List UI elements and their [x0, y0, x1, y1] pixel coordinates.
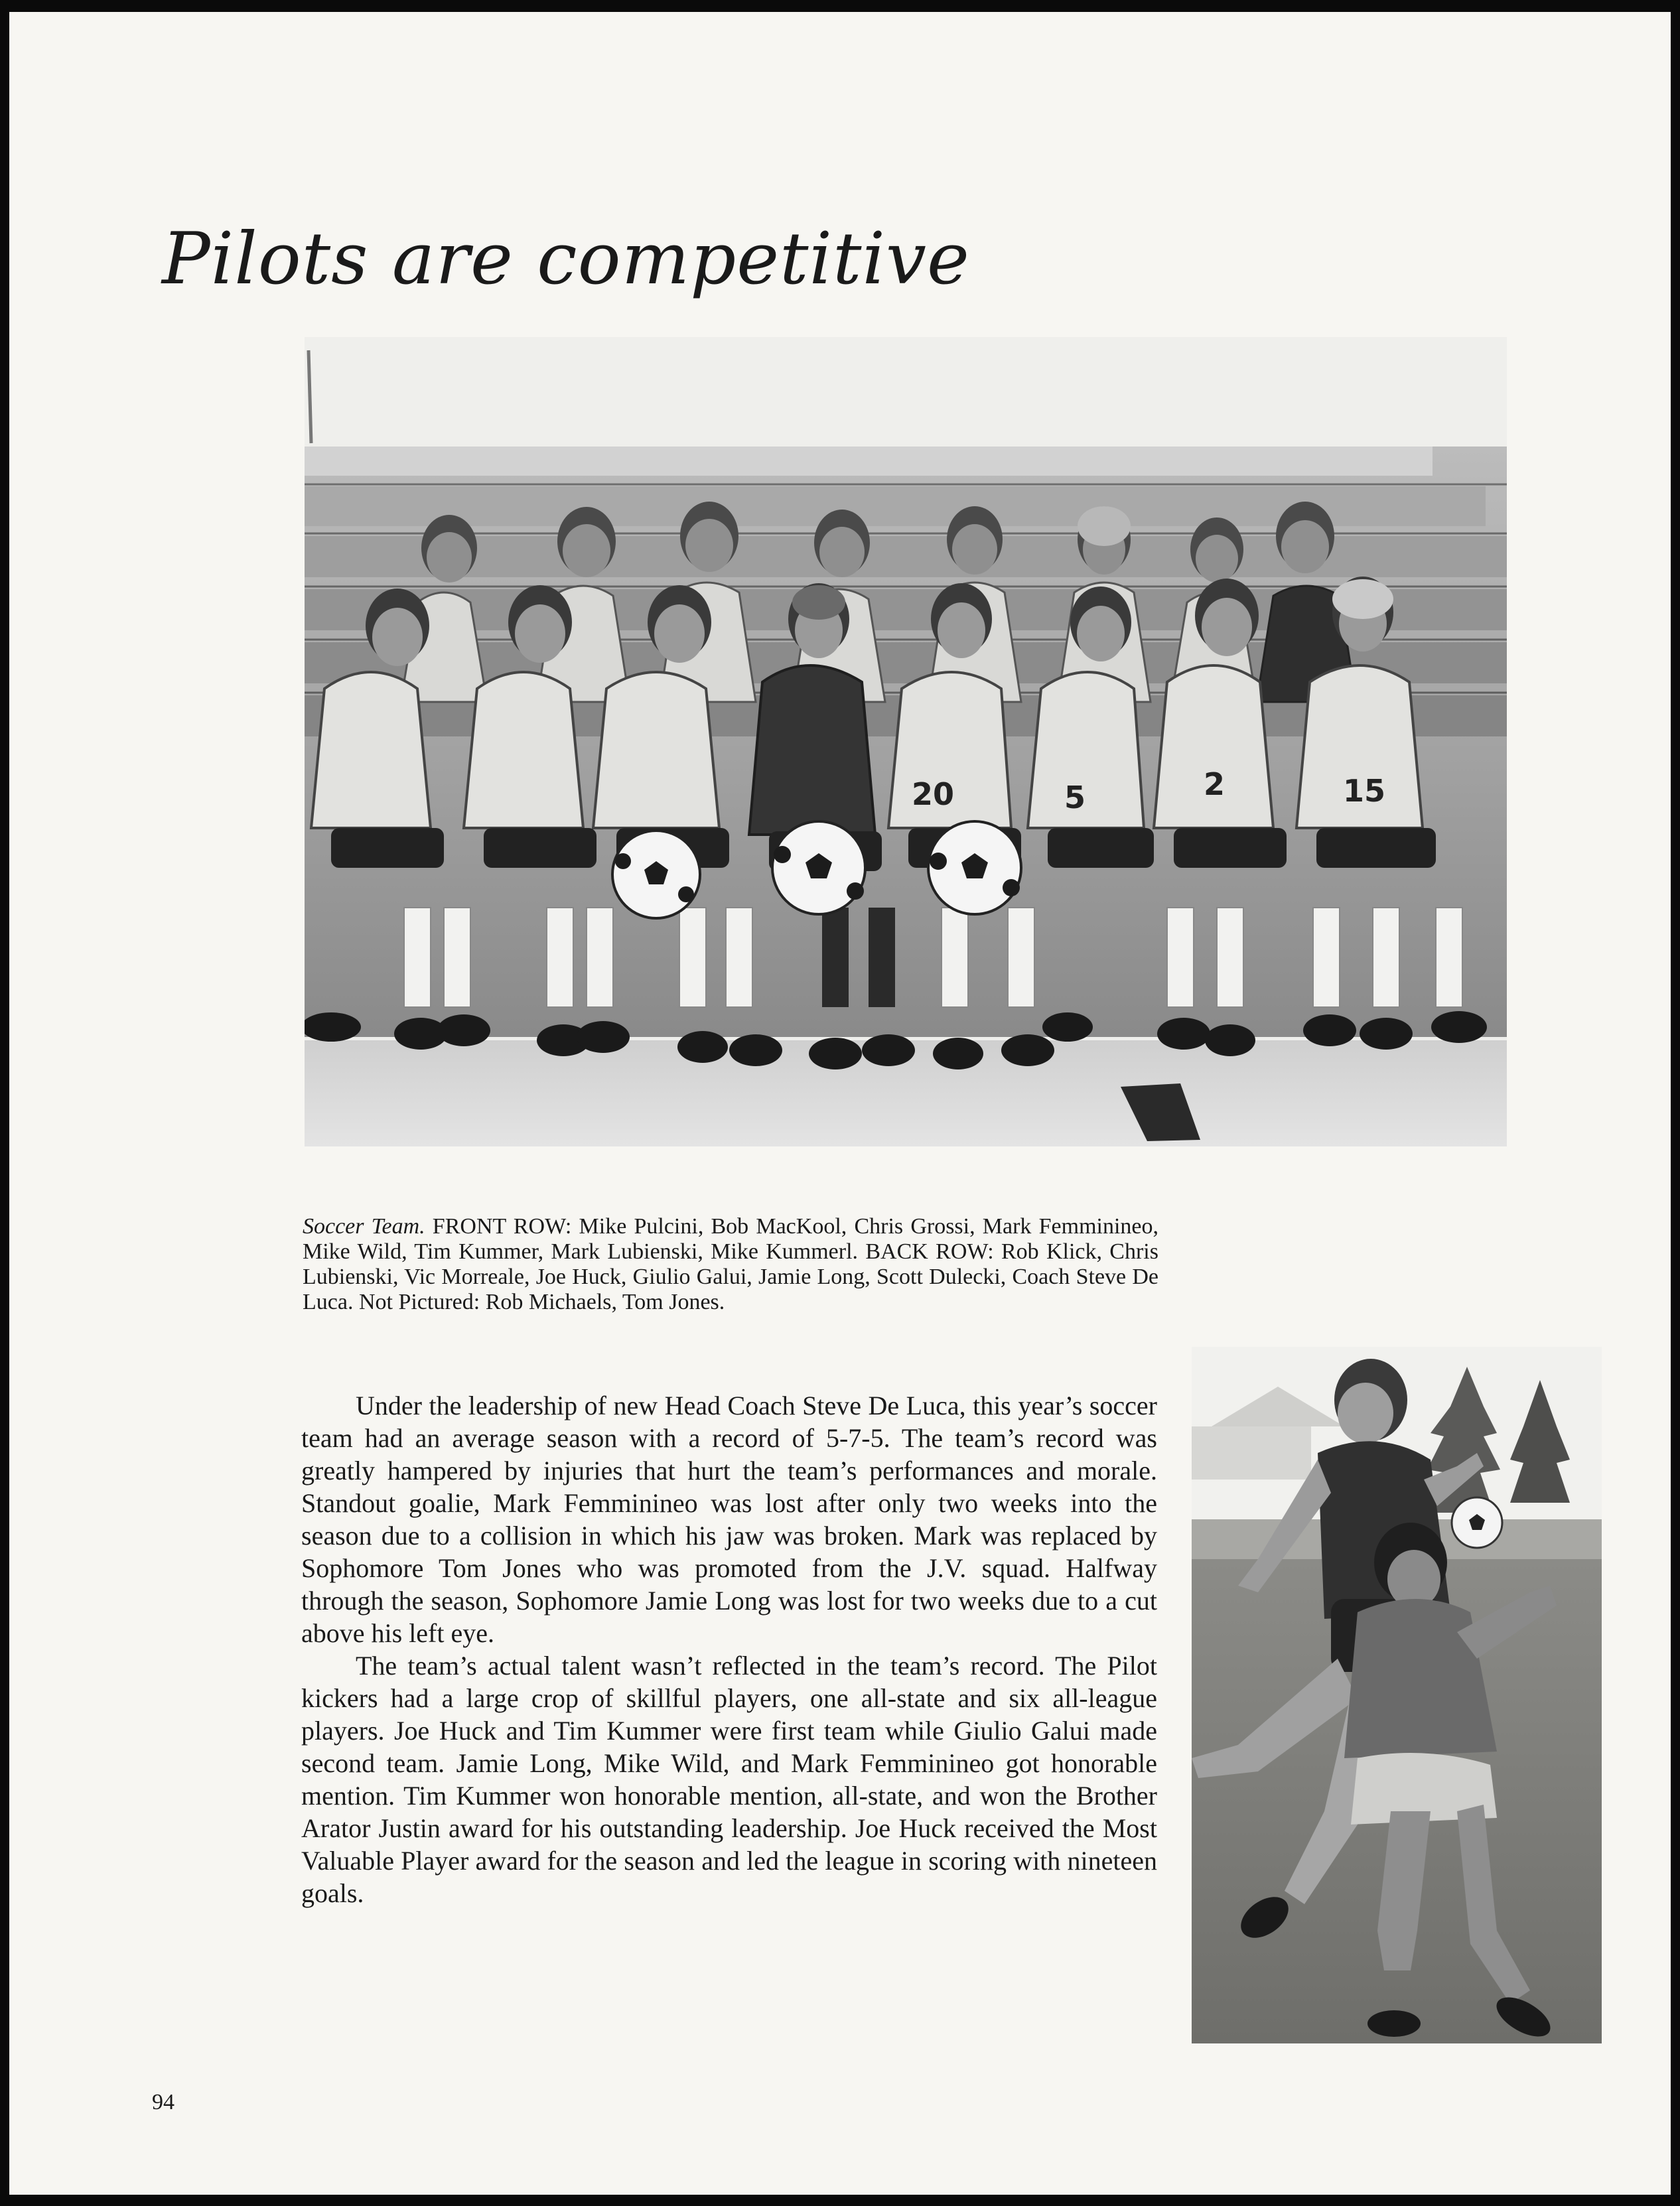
- jersey-number: 15: [1343, 773, 1386, 809]
- team-photo: [305, 337, 1507, 1146]
- page-headline: Pilots are competitive: [162, 218, 970, 301]
- jersey-number: 5: [1064, 780, 1086, 815]
- page-number: 94: [152, 2090, 175, 2114]
- article-paragraph: Under the leadership of new Head Coach Steve De Luca, this year’s soccer team had an average season with a record of 5-7-5. The team’s record was greatly hampered by injuries that hurt the team’s performances and morale. Standout goalie, Mark Femminineo was lost after only two weeks into the season due to a collision in which his jaw was broken. Mark was replaced by Sophomore Tom Jones who was promoted from the J.V. squad. Halfway through the season, Sophomore Jamie Long was lost for two weeks due to a cut above his left eye.: [301, 1391, 1157, 1648]
- jersey-number: 2: [1204, 766, 1225, 802]
- caption-text: FRONT ROW: Mike Pulcini, Bob MacKool, Chris Grossi, Mark Femminineo, Mike Wild, Tim Kummer, Mark Lubienski, Mike Kummerl. BACK ROW: Rob Klick, Chris Lubienski, Vic Morreale, Joe Huck, Giulio Galui, Jamie Long, Scott Dulecki, Coach Steve De Luca. Not Pictured: Rob Michaels, Tom Jones.: [303, 1214, 1158, 1314]
- photo-caption: [303, 1214, 1158, 1315]
- article-paragraph: The team’s actual talent wasn’t reflected in the team’s record. The Pilot kickers had a large crop of skillful players, one all-state and six all-league players. Joe Huck and Tim Kummer were first team while Giulio Galui made second team. Jamie Long, Mike Wild, and Mark Femminineo got honorable mention. Tim Kummer won honorable mention, all-state, and won the Brother Arator Justin award for his outstanding leadership. Joe Huck received the Most Valuable Player award for the season and led the league in scoring with nineteen goals.: [301, 1651, 1157, 1908]
- yearbook-page: [9, 12, 1671, 2195]
- action-photo: [1192, 1347, 1602, 2043]
- article-body: [301, 1389, 1157, 1909]
- jersey-number: 20: [912, 776, 955, 812]
- caption-lead: Soccer Team.: [303, 1214, 425, 1239]
